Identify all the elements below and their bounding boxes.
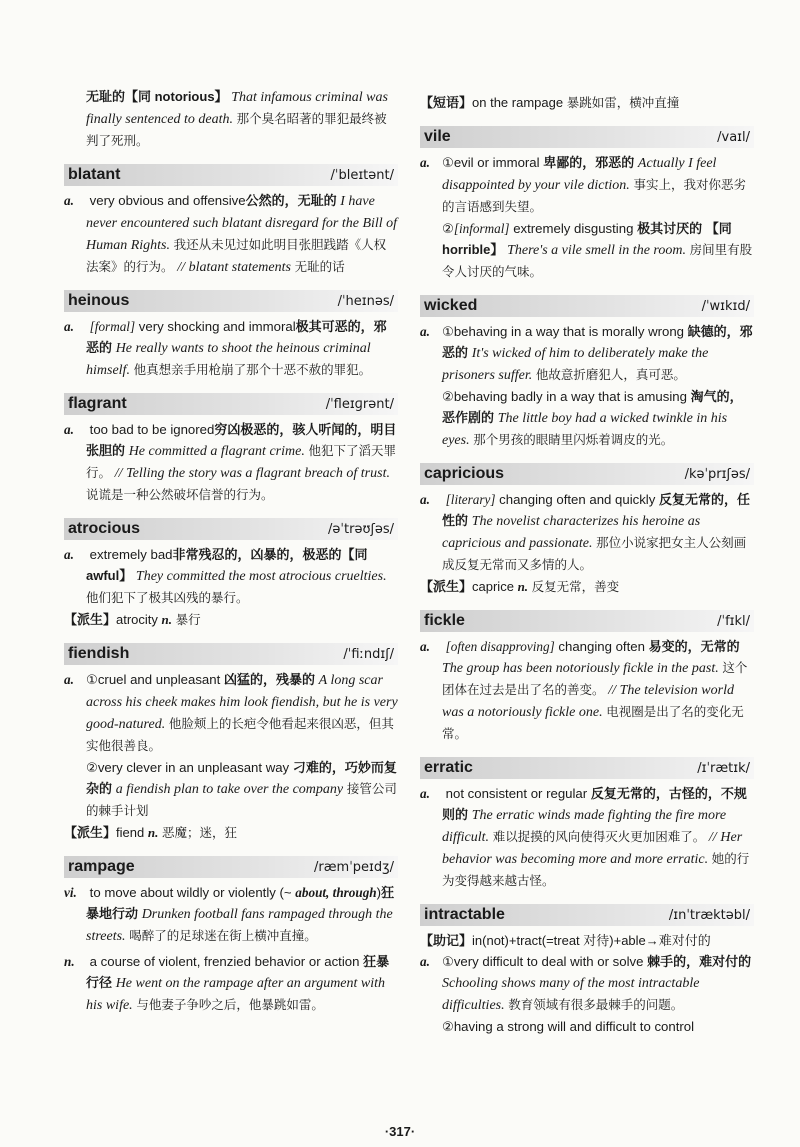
definition-zh: 棘手的，难对付的 (647, 954, 752, 969)
mnemonic (420, 930, 754, 951)
example-2-zh: 电视圈是出了名的变化无常。 (442, 705, 744, 741)
derivative-pos: n. (147, 825, 159, 840)
definition-zh: 卑鄙的，邪恶的 (543, 155, 635, 170)
phrase-zh: 暴跳如雷，横冲直撞 (566, 96, 680, 110)
entry-fiendish (64, 643, 398, 844)
part-of-speech: a. (64, 422, 74, 437)
entry-fickle (420, 610, 754, 745)
sense-number: ① (442, 954, 454, 969)
part-of-speech: a. (420, 155, 430, 170)
definition: extremely bad (89, 547, 173, 562)
synonym: 【同 horrible】 (442, 221, 732, 257)
headword: atrocious (68, 520, 141, 537)
sense (64, 419, 398, 506)
example-zh: 这个团体在过去是出了名的善变。 (442, 661, 748, 697)
sense-1 (420, 951, 754, 1016)
definition-zh: 易变的，无常的 (648, 639, 740, 654)
example: The erratic winds made fighting the fire more difficult. (442, 808, 727, 845)
sense (420, 489, 754, 576)
sense (64, 190, 398, 278)
definition-zh: 非常残忍的，凶暴的，极恶的 (172, 547, 342, 562)
example: I have never encountered such blatant disregard for the Bill of Human Rights. (86, 194, 398, 253)
sense (64, 544, 398, 609)
derivative-tag: 【派生】 (64, 825, 117, 840)
definition: very obvious and offensive (89, 193, 246, 208)
example-zh: 教育领域有很多最棘手的问题。 (508, 998, 684, 1012)
part-of-speech: n. (64, 954, 75, 969)
definition: having a strong will and difficult to control (453, 1019, 695, 1034)
derivative-tag: 【派生】 (64, 612, 117, 627)
definition-zh: 穷凶极恶的，骇人听闻的，明目张胆的 (86, 422, 397, 458)
example-zh: 他犯下了滔天罪行。 (86, 444, 397, 480)
phonetic: /ˈwɪkɪd/ (701, 299, 750, 314)
definition: evil or immoral (453, 155, 540, 170)
derivative-zh: 恶魔；迷，狂 (161, 826, 237, 840)
derivative-pos: n. (517, 579, 529, 594)
right-column (420, 92, 754, 1049)
part-of-speech: a. (420, 639, 430, 654)
definition-zh: 缺德的，邪恶的 (442, 324, 753, 360)
part-of-speech: a. (64, 547, 74, 562)
separator: // (114, 466, 123, 481)
example-zh: 事实上，我对你恶劣的言语感到失望。 (442, 178, 746, 214)
definition-zh: 淘气的，恶作剧的 (442, 389, 743, 425)
example-2: Her behavior was becoming more and more erratic. (442, 830, 743, 867)
phonetic: /ræmˈpeɪdʒ/ (314, 860, 394, 875)
mnemonic-tag: 【助记】 (420, 933, 473, 948)
separator: // (608, 683, 616, 698)
example: a fiendish plan to take over the company (115, 782, 344, 797)
example-2-zh: 无耻的话 (294, 260, 345, 274)
continued-lead: 无耻的【同 notorious】 (86, 89, 228, 104)
sense-1 (420, 152, 754, 218)
definition-zh: 公然的，无耻的 (245, 193, 337, 208)
entry-blatant (64, 164, 398, 278)
example: Actually I feel disappointed by your vile diction. (442, 156, 717, 193)
entry-erratic (420, 757, 754, 892)
derivative-zh: 反复无常，善变 (531, 580, 620, 594)
entry-flagrant (64, 393, 398, 506)
prepositions: about, through (295, 885, 377, 900)
sense (64, 316, 398, 381)
headword: capricious (424, 465, 505, 482)
derivative-pos: n. (161, 612, 173, 627)
headword-bar (64, 856, 398, 878)
definition-zh: 反复无常的，任性的 (442, 492, 751, 528)
phonetic: /ɪˈrætɪk/ (697, 761, 750, 776)
part-of-speech: vi. (64, 885, 77, 900)
phonetic: /əˈtrəʊʃəs/ (328, 522, 394, 537)
example: It's wicked of him to deliberately make the prisoners suffer. (442, 346, 709, 383)
continued-entry (64, 86, 398, 152)
phrase (420, 92, 754, 114)
definition: very clever in an unpleasant way (97, 760, 290, 775)
example: He committed a flagrant crime. (128, 444, 305, 459)
headword: intractable (424, 906, 505, 923)
headword: erratic (424, 759, 473, 776)
definition: extremely disgusting (513, 221, 634, 236)
sense-1 (420, 321, 754, 386)
example-zh: 接管公司的棘手计划 (86, 782, 397, 818)
headword-bar (420, 295, 754, 317)
example-2: Telling the story was a flagrant breach of trust. (126, 466, 390, 481)
sense-noun (64, 951, 398, 1016)
example-2: blatant statements (188, 260, 291, 275)
definition: not consistent or regular (445, 786, 588, 801)
definition: behaving in a way that is morally wrong (453, 324, 684, 339)
usage-label: [often disapproving] (445, 639, 555, 654)
headword-bar (420, 757, 754, 779)
headword: fiendish (68, 645, 130, 662)
definition: behaving badly in a way that is amusing (453, 389, 687, 404)
sense-number: ① (86, 672, 98, 687)
part-of-speech: a. (420, 786, 430, 801)
headword: fickle (424, 612, 465, 629)
example-zh: 那位小说家把女主人公刻画成反复无常而又多情的人。 (442, 536, 747, 572)
example-zh: 我还从未见过如此明目张胆践踏《人权法案》的行为。 (86, 238, 387, 274)
example-2-zh: 她的行为变得越来越古怪。 (442, 852, 750, 888)
sense-1 (64, 669, 398, 757)
headword: heinous (68, 292, 130, 309)
derivative (64, 822, 398, 844)
sense-number: ② (86, 760, 98, 775)
definition: changing often (558, 639, 645, 654)
left-column (64, 86, 398, 1028)
part-of-speech: a. (420, 324, 430, 339)
continued-translation: 那个臭名昭著的罪犯最终被判了死刑。 (86, 112, 387, 148)
entry-intractable (420, 904, 754, 1037)
definition-zh: 反复无常的，古怪的，不规则的 (442, 786, 747, 822)
headword-bar (420, 610, 754, 632)
example-zh: 难以捉摸的风向使得灭火更加困难了。 (492, 830, 706, 844)
definition: very shocking and immoral (138, 319, 296, 334)
example: The group has been notoriously fickle in the past. (442, 661, 719, 676)
headword: vile (424, 128, 451, 145)
sense-number: ① (442, 155, 454, 170)
usage-label: [informal] (453, 221, 510, 236)
sense-2 (420, 386, 754, 451)
derivative (64, 609, 398, 631)
phonetic: /ˈfiːndɪʃ/ (343, 647, 394, 662)
sense-verb (64, 882, 398, 947)
entry-rampage (64, 856, 398, 1016)
entry-capricious (420, 463, 754, 598)
part-of-speech: a. (420, 954, 430, 969)
entry-atrocious (64, 518, 398, 631)
derivative-zh: 暴行 (175, 613, 201, 627)
sense-2 (420, 218, 754, 283)
headword-bar (420, 904, 754, 926)
sense (420, 783, 754, 892)
example-zh: 他故意折磨犯人，真可恶。 (535, 368, 686, 382)
usage-label: [literary] (445, 492, 496, 507)
entry-vile (420, 126, 754, 283)
part-of-speech: a. (64, 193, 74, 208)
sense-2 (64, 757, 398, 822)
definition: a course of violent, frenzied behavior or action (89, 954, 360, 969)
definition-zh: 刁难的，巧妙而复杂的 (86, 760, 397, 796)
definition: changing often and quickly (499, 492, 656, 507)
definition-zh: 狂暴行径 (86, 954, 390, 990)
separator: // (177, 260, 185, 275)
example: A long scar across his cheek makes him look fiendish, but he is very good-natured. (86, 673, 398, 732)
phonetic: /vaɪl/ (717, 130, 750, 145)
headword-bar (420, 126, 754, 148)
headword: rampage (68, 858, 135, 875)
usage-label: [formal] (89, 319, 136, 334)
entry-heinous (64, 290, 398, 381)
definition-zh: 极其可恶的，邪恶的 (86, 319, 387, 355)
sense-number: ② (442, 1019, 454, 1034)
derivative-word: fiend (116, 825, 145, 840)
sense-number: ② (442, 221, 454, 236)
definition-zh: 狂暴地行动 (86, 885, 395, 921)
example-2: The television world was a notoriously fickle one. (442, 683, 734, 720)
example: The little boy had a wicked twinkle in his eyes. (442, 411, 728, 448)
definition: cruel and unpleasant (97, 672, 221, 687)
example: Schooling shows many of the most intractable difficulties. (442, 976, 700, 1013)
mnemonic-text: in(not)+tract(=treat 对待)+able→难对付的 (472, 933, 711, 948)
example: The novelist characterizes his heroine as capricious and passionate. (442, 514, 701, 551)
derivative (420, 576, 754, 598)
derivative-word: atrocity (116, 612, 158, 627)
page-number: ·317· (384, 1124, 416, 1139)
phrase-tag: 【短语】 (420, 95, 473, 110)
part-of-speech: a. (64, 672, 74, 687)
example: They committed the most atrocious cruelties. (135, 569, 387, 584)
example-zh: 他脸颊上的长疤令他看起来很凶恶，但其实他很善良。 (86, 717, 394, 753)
example-zh: 他们犯下了极其凶残的暴行。 (86, 591, 249, 605)
headword: blatant (68, 166, 121, 183)
part-of-speech: a. (64, 319, 74, 334)
part-of-speech: a. (420, 492, 430, 507)
headword-bar (64, 518, 398, 540)
example: He really wants to shoot the heinous criminal himself. (86, 341, 371, 378)
synonym: 【同 awful】 (86, 547, 368, 583)
headword: wicked (424, 297, 478, 314)
example-zh: 那个男孩的眼睛里闪烁着调皮的光。 (473, 433, 674, 447)
sense-number: ② (442, 389, 454, 404)
phonetic: /ɪnˈtræktəbl/ (668, 908, 750, 923)
headword-bar (64, 393, 398, 415)
example: He went on the rampage after an argument with his wife. (86, 976, 386, 1013)
headword-bar (64, 164, 398, 186)
sense-number: ① (442, 324, 454, 339)
separator: // (708, 830, 717, 845)
example-zh: 与他妻子争吵之后，他暴跳如雷。 (136, 998, 324, 1012)
example-zh: 他真想亲手用枪崩了那个十恶不赦的罪犯。 (133, 363, 372, 377)
entry-wicked (420, 295, 754, 451)
derivative-word: caprice (472, 579, 514, 594)
phonetic: /kəˈprɪʃəs/ (684, 467, 750, 482)
headword-bar (64, 643, 398, 665)
example-zh: 房间里有股令人讨厌的气味。 (442, 243, 753, 279)
headword-bar (420, 463, 754, 485)
phonetic: /ˈfɪkl/ (717, 614, 750, 629)
definition-zh: 极其讨厌的 (637, 221, 703, 236)
derivative-tag: 【派生】 (420, 579, 473, 594)
headword: flagrant (68, 395, 127, 412)
example-zh: 喝醉了的足球迷在街上横冲直撞。 (129, 929, 317, 943)
example: There's a vile smell in the room. (507, 243, 686, 258)
phonetic: /ˈfleɪɡrənt/ (325, 397, 394, 412)
example-2-zh: 说谎是一种公然破坏信誉的行为。 (86, 488, 274, 502)
definition-zh: 凶猛的，残暴的 (223, 672, 315, 687)
close-paren: ) (376, 885, 382, 900)
definition: very difficult to deal with or solve (453, 954, 644, 969)
definition: too bad to be ignored (89, 422, 215, 437)
example: Drunken football fans rampaged through the streets. (86, 907, 393, 944)
definition: to move about wildly or violently (~ (89, 885, 292, 900)
continued-example: That infamous criminal was finally sentenced to death. (86, 90, 388, 127)
sense (420, 636, 754, 745)
headword-bar (64, 290, 398, 312)
sense-2 (420, 1016, 754, 1037)
phrase-text: on the rampage (472, 95, 564, 110)
phonetic: /ˈbleɪtənt/ (330, 168, 394, 183)
phonetic: /ˈheɪnəs/ (337, 294, 394, 309)
